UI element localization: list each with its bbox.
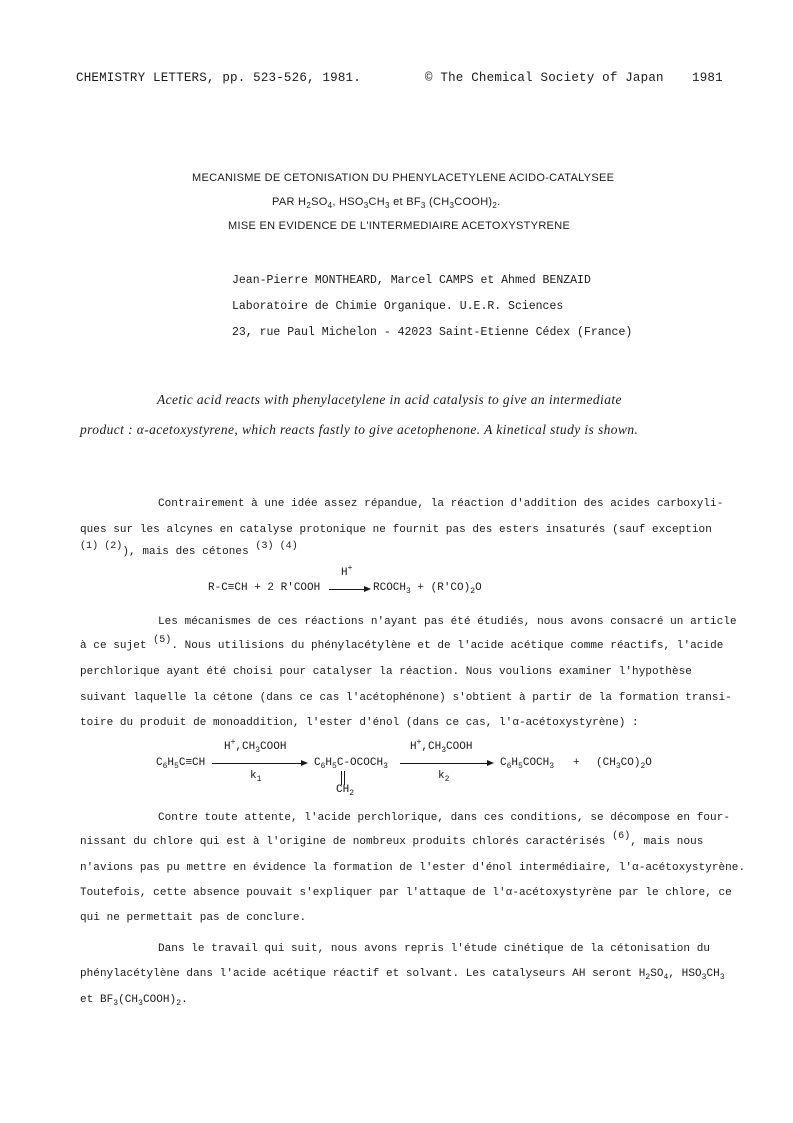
eq2-reactant: $C_6H_5C\equiv CH$ — [156, 757, 206, 772]
title-line-3: MISE EN EVIDENCE DE L'INTERMEDIAIRE ACETOXYSTYRENE — [228, 220, 571, 232]
para3-line-5: qui ne permettait pas de conclure. — [80, 912, 307, 924]
para2-line-1: Les mécanismes de ces réactions n'ayant pas été étudiés, nous avons consacré un article — [158, 616, 737, 628]
eq2-byproduct: $(CH_3CO)_2O$ — [596, 757, 652, 772]
para3-line-2: nissant du chlore qui est à l'origine de nombreux produits chlorés caractérisés $^{(6)}$, mais nous — [80, 831, 704, 848]
eq2-product: $C_6H_5COCH_3$ — [500, 757, 555, 772]
header-year: 1981 — [692, 71, 723, 85]
copyright-symbol: © — [425, 71, 433, 85]
para1-line-1: Contrairement à une idée assez répandue, la réaction d'addition des acides carboxyli- — [158, 498, 724, 510]
eq2-arrow-2-line — [400, 763, 488, 764]
society-name: The Chemical Society of Japan — [440, 71, 664, 85]
eq2-k2: $k_2$ — [438, 770, 450, 785]
eq1-arrow-line — [329, 589, 365, 590]
eq2-plus: + — [573, 757, 580, 769]
eq1-reactants: R-C≡CH + 2 R'COOH — [208, 582, 321, 594]
eq2-arrow-1-line — [212, 763, 302, 764]
para4-line-3: et $BF_3(CH_3COOH)_2$. — [80, 994, 188, 1009]
eq2-catalyst-2: $H^+,CH_3COOH$ — [410, 738, 473, 756]
eq1-products: $RCOCH_3 + (R'CO)_2O$ — [373, 582, 482, 597]
eq2-arrow-2-head — [487, 760, 494, 766]
para2-line-5: toire du produit de monoaddition, l'ester d'énol (dans ce cas, l'α-acétoxystyrène) : — [80, 717, 639, 729]
eq2-catalyst-1: $H^+,CH_3COOH$ — [224, 738, 287, 756]
eq2-arrow-1-head — [301, 760, 308, 766]
title-line-2: PAR $H_2SO_4$, $HSO_3CH_3$ et $BF_3$ $(CH_3COOH)_2$. — [272, 196, 501, 211]
eq1-arrow-head — [364, 586, 371, 592]
abstract-line-1: Acetic acid reacts with phenylacetylene in acid catalysis to give an intermediate — [157, 392, 622, 407]
title-line-1: MECANISME DE CETONISATION DU PHENYLACETYLENE ACIDO-CATALYSEE — [192, 172, 615, 184]
para1-line-2: ques sur les alcynes en catalyse protonique ne fournit pas des esters insaturés (sauf exception — [80, 524, 712, 536]
affiliation: Laboratoire de Chimie Organique. U.E.R. Sciences — [232, 300, 564, 313]
abstract-line-2: product : α-acetoxystyrene, which reacts fastly to give acetophenone. A kinetical study is shown. — [80, 422, 639, 437]
para2-line-3: perchlorique ayant été choisi pour catalyser la réaction. Nous voulions examiner l'hypothèse — [80, 666, 692, 678]
eq2-double-bond-a — [341, 771, 342, 785]
para2-line-2: à ce sujet $^{(5)}$. Nous utilisions du phénylacétylène et de l'acide acétique comme réactifs, l'acide — [80, 635, 724, 652]
eq1-catalyst: H+ — [341, 564, 353, 579]
para3-line-4: Toutefois, cette absence pouvait s'expliquer par l'attaque de l'α-acétoxystyrène par le chlore, ce — [80, 887, 732, 899]
author-names: Jean-Pierre MONTHEARD, Marcel CAMPS et Ahmed BENZAID — [232, 274, 591, 287]
copyright-line — [425, 71, 664, 85]
para2-line-4: suivant laquelle la cétone (dans ce cas l'acétophénone) s'obtient à partir de la formation transi- — [80, 692, 732, 704]
eq2-intermediate: $C_6H_5C-OCOCH_3$ — [314, 757, 388, 772]
para3-line-1: Contre toute attente, l'acide perchlorique, dans ces conditions, se décompose en four- — [158, 812, 730, 824]
eq2-double-bond-b — [344, 771, 345, 785]
para1-line-3: $^{(1) (2)}$), mais des cétones $^{(3) (4)}$ — [80, 541, 298, 558]
para4-line-2: phénylacétylène dans l'acide acétique réactif et solvant. Les catalyseurs AH seront $H_2SO_4$, $HSO_3CH_3$ — [80, 968, 725, 983]
para3-line-3: n'avions pas pu mettre en évidence la formation de l'ester d'énol intermédiaire, l'α-acétoxystyrène. — [80, 862, 746, 874]
journal-citation: CHEMISTRY LETTERS, pp. 523-526, 1981. — [76, 71, 361, 85]
eq2-ch2: $CH_2$ — [336, 784, 355, 799]
address: 23, rue Paul Michelon - 42023 Saint-Etienne Cédex (France) — [232, 326, 633, 339]
eq2-k1: $k_1$ — [250, 770, 262, 785]
para4-line-1: Dans le travail qui suit, nous avons repris l'étude cinétique de la cétonisation du — [158, 943, 711, 955]
